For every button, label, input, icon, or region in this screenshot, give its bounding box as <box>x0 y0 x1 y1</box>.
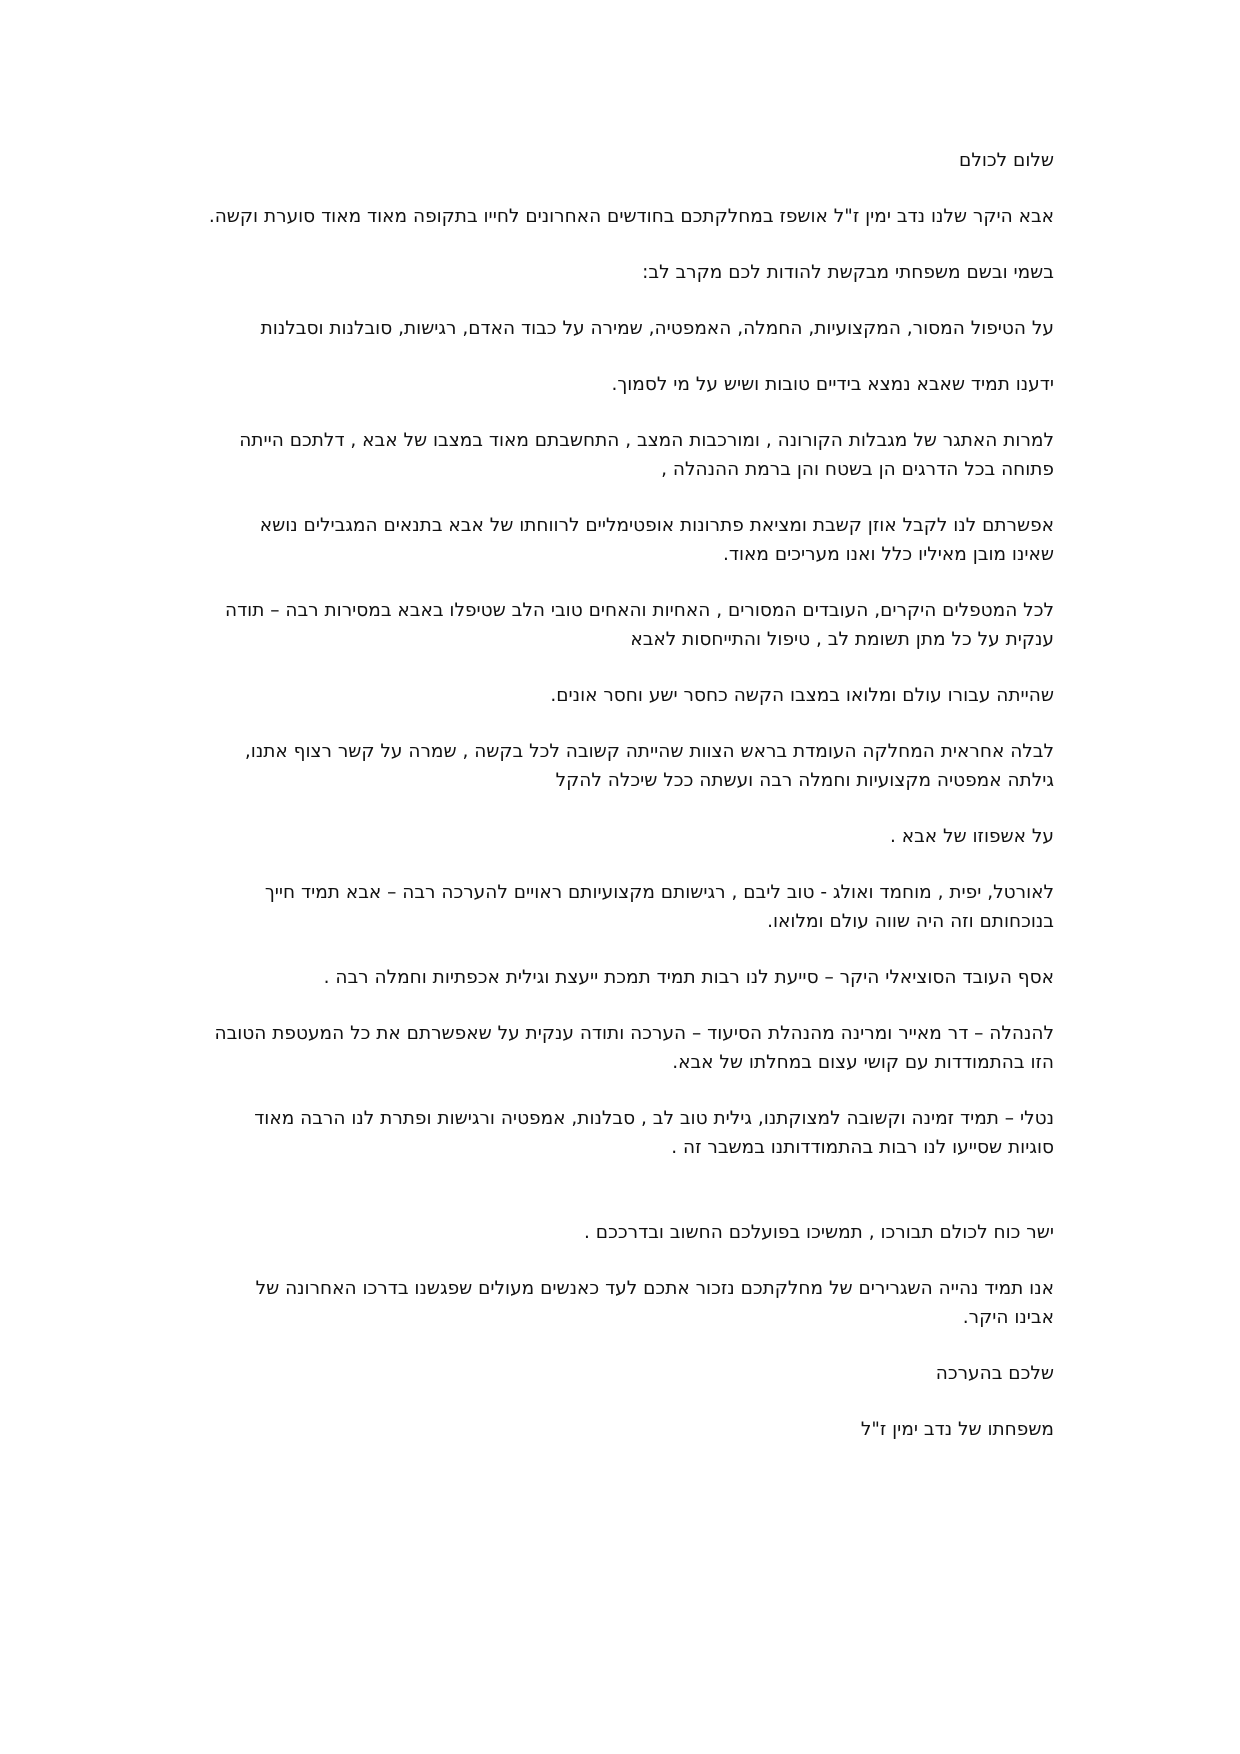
paragraph-line: אנו תמיד נהייה השגרירים של מחלקתכם נזכור אתכם לעד כאנשים מעולים שפגשנו בדרכו האחרונה של <box>255 1278 1054 1299</box>
paragraph-line: אסף העובד הסוציאלי היקר – סייעת לנו רבות תמיד תמכת ייעצת וגילית אכפתיות וחמלה רבה . <box>323 967 1054 988</box>
paragraph-line: שהייתה עבורו עולם ומלואו במצבו הקשה כחסר ישע וחסר אונים. <box>550 685 1054 706</box>
paragraph-line: אבינו היקר. <box>962 1307 1054 1328</box>
letter-paragraph <box>186 1104 1054 1162</box>
letter-paragraph <box>186 1415 1054 1444</box>
paragraph-line: ידענו תמיד שאבא נמצא בידיים טובות ושיש על מי לסמוך. <box>611 374 1054 395</box>
letter-paragraph <box>186 1218 1054 1247</box>
paragraph-line: אבא היקר שלנו נדב ימין ז"ל אושפז במחלקתכם בחודשים האחרונים לחייו בתקופה מאוד מאוד סוערת וקשה. <box>208 206 1054 227</box>
letter-paragraph <box>186 1359 1054 1388</box>
paragraph-line: ענקית על כל מתן תשומת לב , טיפול והתייחסות לאבא <box>630 629 1054 650</box>
paragraph-line: גילתה אמפטיה מקצועיות וחמלה רבה ועשתה ככל שיכלה להקל <box>555 770 1054 791</box>
letter-paragraph <box>186 878 1054 936</box>
paragraph-line: לאורטל, יפית , מוחמד ואולג - טוב ליבם , רגישותם מקצועיותם ראויים להערכה רבה – אבא תמיד חייך <box>264 882 1054 903</box>
paragraph-line: משפחתו של נדב ימין ז"ל <box>860 1419 1054 1440</box>
paragraph-line: ישר כוח לכולם תבורכו , תמשיכו בפועלכם החשוב ובדרככם . <box>584 1222 1054 1243</box>
paragraph-line: על אשפוזו של אבא . <box>889 826 1054 847</box>
paragraph-line: שלום לכולם <box>959 150 1054 171</box>
paragraph-line: סוגיות שסייעו לנו רבות בהתמודדותנו במשבר זה . <box>671 1137 1054 1158</box>
paragraph-line: על הטיפול המסור, המקצועיות, החמלה, האמפטיה, שמירה על כבוד האדם, רגישות, סובלנות וסבלנות <box>260 318 1054 339</box>
letter-paragraph <box>186 681 1054 710</box>
paragraph-line: למרות האתגר של מגבלות הקורונה , ומורכבות המצב , התחשבתם מאוד במצבו של אבא , דלתכם הייתה <box>239 430 1054 451</box>
paragraph-line: שאינו מובן מאיליו כלל ואנו מעריכים מאוד. <box>723 544 1054 565</box>
letter-paragraph <box>186 258 1054 287</box>
letter-paragraph <box>186 1019 1054 1077</box>
paragraph-line: הזו בהתמודדות עם קושי עצום במחלתו של אבא. <box>672 1052 1054 1073</box>
paragraph-line: להנהלה – דר מאייר ומרינה מהנהלת הסיעוד – הערכה ותודה ענקית על שאפשרתם את כל המעטפת הטובה <box>214 1023 1054 1044</box>
letter-paragraph <box>186 1274 1054 1332</box>
letter-paragraph <box>186 202 1054 231</box>
letter-paragraph <box>186 822 1054 851</box>
letter-paragraph <box>186 963 1054 992</box>
letter-paragraph <box>186 146 1054 175</box>
paragraph-line: לבלה אחראית המחלקה העומדת בראש הצוות שהייתה קשובה לכל בקשה , שמרה על קשר רצוף אתנו, <box>244 741 1054 762</box>
letter-paragraph <box>186 370 1054 399</box>
letter-paragraph <box>186 426 1054 484</box>
paragraph-line: לכל המטפלים היקרים, העובדים המסורים , האחיות והאחים טובי הלב שטיפלו באבא במסירות רבה – תודה <box>225 600 1054 621</box>
paragraph-line: בנוכחותם וזה היה שווה עולם ומלואו. <box>767 911 1054 932</box>
paragraph-line: נטלי – תמיד זמינה וקשובה למצוקתנו, גילית טוב לב , סבלנות, אמפטיה ורגישות ופתרת לנו הרבה מאוד <box>254 1108 1054 1129</box>
letter-paragraph <box>186 314 1054 343</box>
paragraph-line: בשמי ובשם משפחתי מבקשת להודות לכם מקרב לב: <box>642 262 1054 283</box>
paragraph-line: פתוחה בכל הדרגים הן בשטח והן ברמת ההנהלה , <box>661 459 1054 480</box>
letter-paragraph <box>186 596 1054 654</box>
paragraph-line: שלכם בהערכה <box>935 1363 1054 1384</box>
letter-paragraph <box>186 737 1054 795</box>
letter-paragraph <box>186 511 1054 569</box>
paragraph-line: אפשרתם לנו לקבל אוזן קשבת ומציאת פתרונות אופטימליים לרווחתו של אבא בתנאים המגבילים נושא <box>259 515 1054 536</box>
letter-body <box>186 146 1054 1471</box>
